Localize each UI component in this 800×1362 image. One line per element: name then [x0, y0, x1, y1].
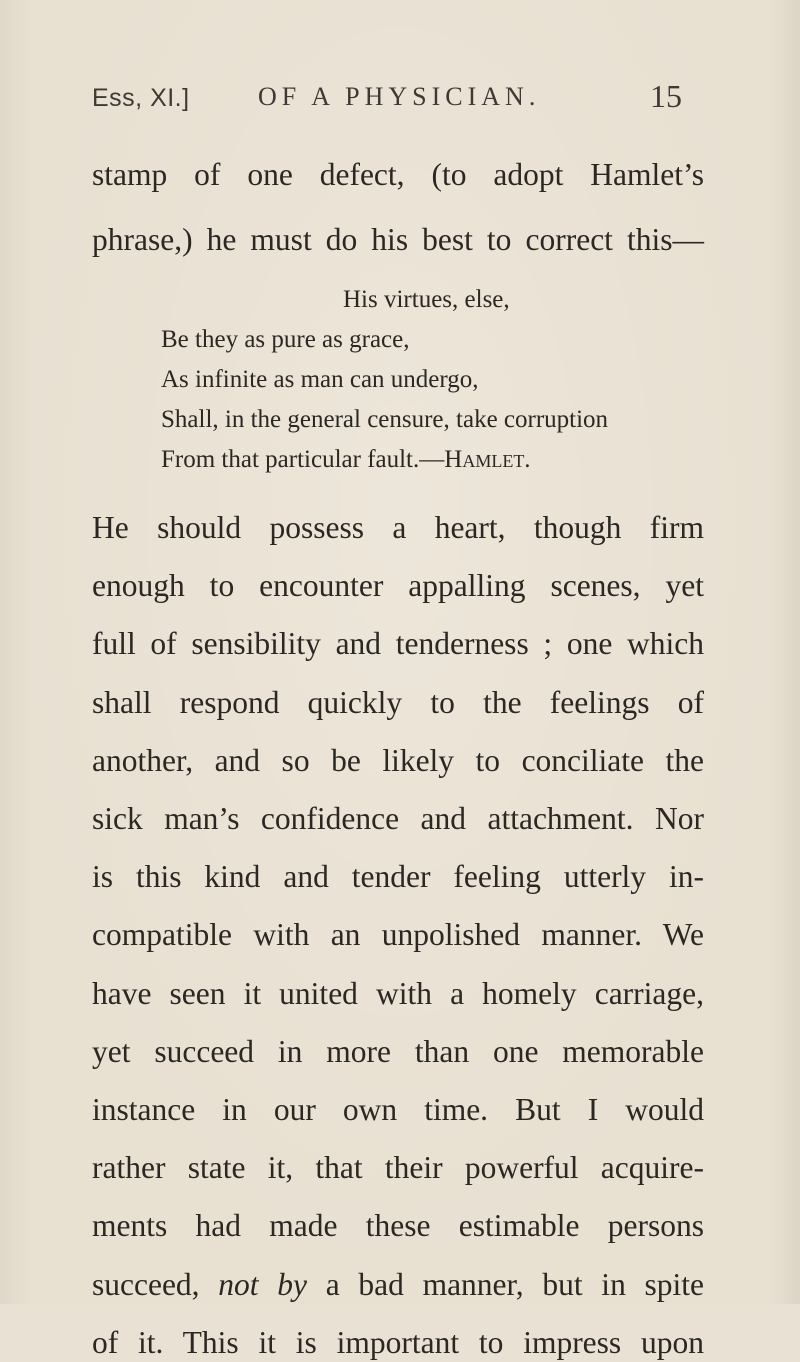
text-line: He should possess a heart, though firm: [92, 510, 704, 545]
emphasized-text: not by: [218, 1266, 307, 1302]
running-header: [0, 78, 800, 118]
quote-text: From that particular fault.—: [161, 446, 445, 473]
text-line: shall respond quickly to the feelings of: [92, 684, 704, 720]
text-line: phrase,) he must do his best to correct this—: [92, 222, 704, 257]
text-line: yet succeed in more than one memorable: [92, 1033, 704, 1069]
text-line: sick man’s confidence and attachment. Nor: [92, 801, 704, 836]
quote-line: [161, 445, 531, 475]
text-line: full of sensibility and tenderness ; one which: [92, 626, 704, 662]
text-line: ments had made these estimable persons: [92, 1208, 704, 1244]
line-text: a bad manner, but in spite: [306, 1266, 705, 1302]
text-line: compatible with an unpolished manner. We: [92, 917, 704, 953]
text-line: of it. This it is important to impress upon: [92, 1324, 704, 1360]
text-line: rather state it, that their powerful acquire-: [92, 1150, 704, 1186]
running-title: OF A PHYSICIAN.: [258, 82, 541, 111]
quote-line: Shall, in the general censure, take corruption: [161, 406, 609, 433]
essay-reference: Ess, XI.]: [92, 84, 190, 112]
quote-line: His virtues, else,: [343, 286, 510, 313]
text-line: instance in our own time. But I would: [92, 1092, 704, 1127]
line-text: succeed,: [92, 1266, 219, 1302]
quote-line: Be they as pure as grace,: [161, 326, 410, 353]
text-line: is this kind and tender feeling utterly in-: [92, 859, 704, 895]
text-line: have seen it united with a homely carriage,: [92, 975, 704, 1011]
text-line: another, and so be likely to conciliate the: [92, 742, 704, 778]
text-line: [92, 1266, 704, 1304]
quote-line: As infinite as man can undergo,: [161, 366, 479, 393]
text-line: stamp of one defect, (to adopt Hamlet’s: [92, 157, 704, 192]
page-number: 15: [650, 78, 682, 114]
quote-attribution: Hamlet.: [444, 446, 531, 473]
text-line: enough to encounter appalling scenes, yet: [92, 568, 704, 604]
